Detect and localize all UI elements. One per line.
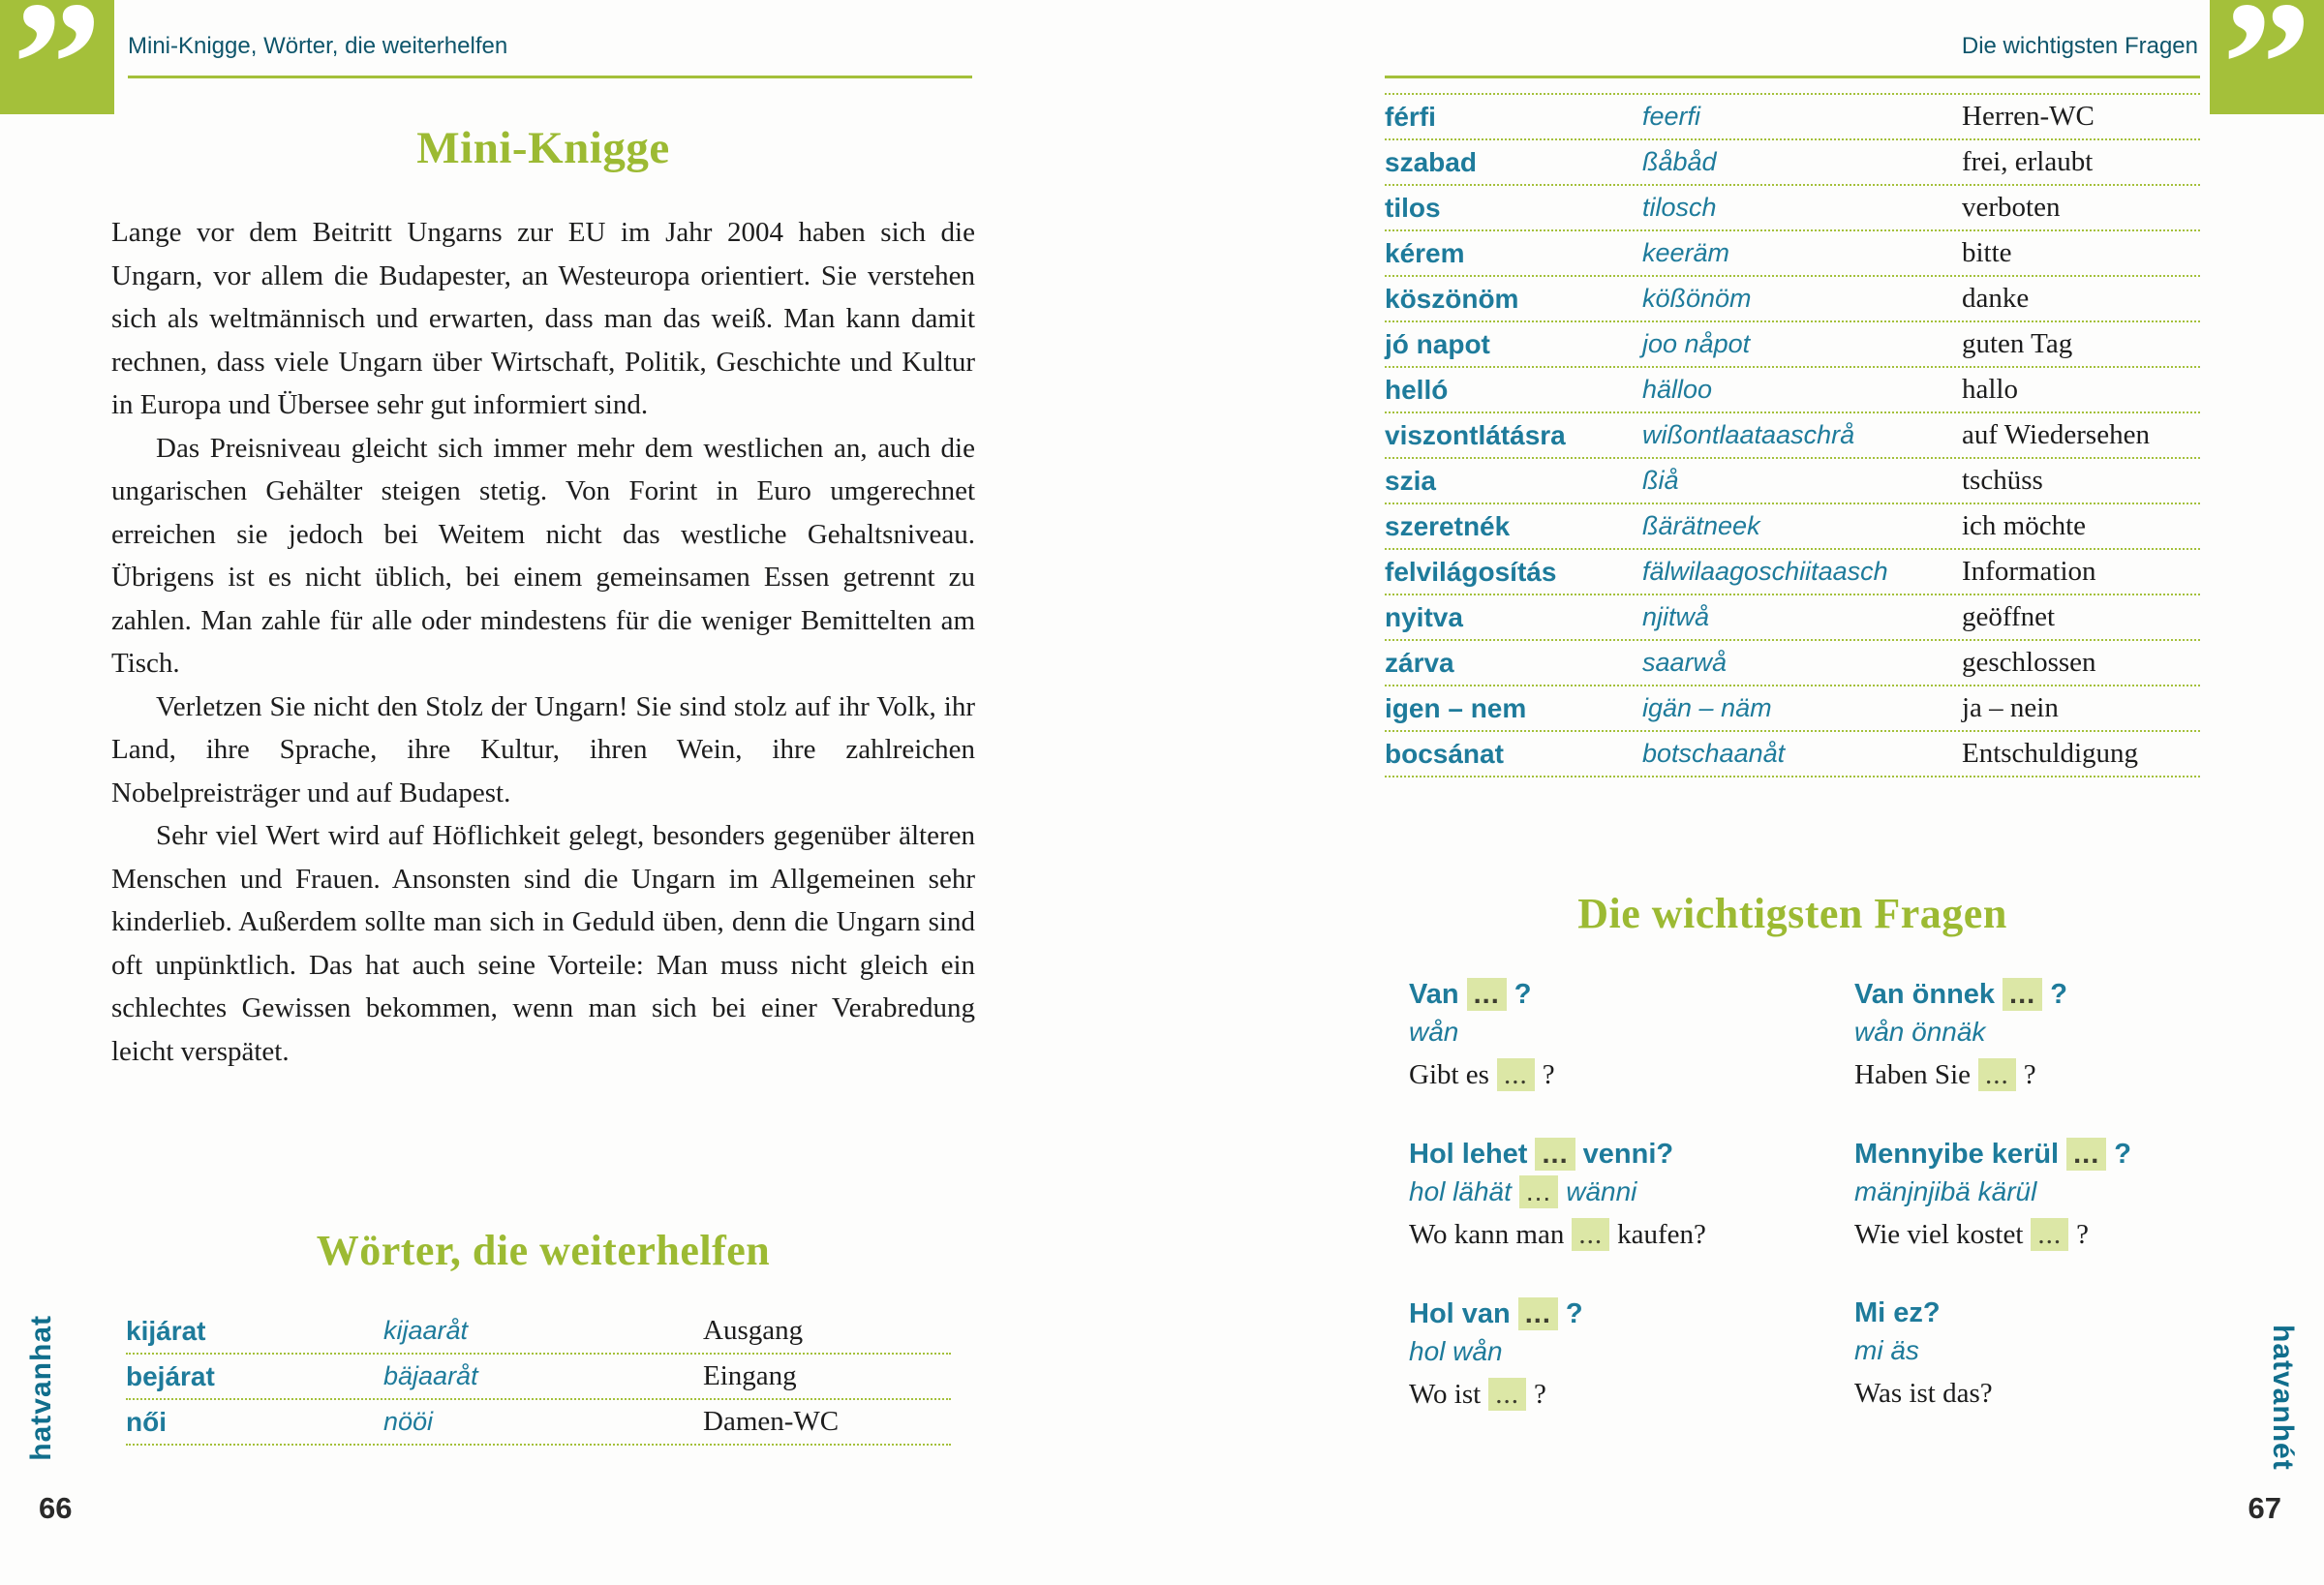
paragraph: Das Preisniveau gleicht sich immer mehr dem westlichen an, auch die ungarischen Gehälter steigen stetig. Von Forint in Euro umgerechnet erreichen sie jedoch bei Weitem nicht das westliche Gehaltsniveau. Übrigens ist es nicht üblich, bei einem gemeinsamen Essen getrennt zu zahlen. Man zahle für alle oder mindestens für die weniger Bemittelten am Tisch. <box>111 432 975 679</box>
hungarian-word: szabad <box>1385 146 1477 177</box>
german-translation: Damen-WC <box>703 1406 840 1437</box>
german-translation: guten Tag <box>1962 328 2073 359</box>
german-translation: frei, erlaubt <box>1962 146 2094 177</box>
german-translation: geöffnet <box>1962 601 2056 632</box>
q-text: Van önnek <box>1854 979 1996 1010</box>
q-text: venni? <box>1582 1139 1674 1170</box>
pronunciation: feerfi <box>1642 102 1701 131</box>
question-pronunciation <box>1409 1171 1854 1213</box>
hungarian-word: igen – nem <box>1385 692 1527 723</box>
vocab-row <box>1385 459 2200 504</box>
question-hungarian <box>1409 1138 1854 1171</box>
quote-block-right <box>2210 0 2324 114</box>
q-text: Wo kann man <box>1409 1219 1565 1250</box>
pronunciation: njitwå <box>1642 602 1710 631</box>
question-hungarian <box>1854 978 2227 1011</box>
q-text: Wie viel kostet <box>1854 1219 2024 1250</box>
q-text: Gibt es <box>1409 1059 1489 1090</box>
hungarian-word: kijárat <box>126 1315 206 1346</box>
german-translation: Eingang <box>703 1360 797 1391</box>
vocab-row <box>126 1400 951 1446</box>
running-head-right: Die wichtigsten Fragen <box>1961 33 2198 59</box>
hungarian-word: férfi <box>1385 101 1436 132</box>
german-translation: auf Wiedersehen <box>1962 419 2150 450</box>
paragraph: Sehr viel Wert wird auf Höflichkeit gelegt, besonders gegenüber älteren Menschen und Frauen. Ansonsten sind die Ungarn im Allgemeinen sehr kinderlieb. Außerdem sollte man sich in Geduld üben, denn die Ungarn sind oft unpünktlich. Das hat auch seine Vorteile: Man muss nicht gleich ein schlechtes Gewissen bekommen, wenn man sich bei einer Verabredung leicht verspätet. <box>111 820 975 1067</box>
q-text: wänni <box>1566 1176 1637 1206</box>
pronunciation: tilosch <box>1642 193 1717 222</box>
hungarian-word: szia <box>1385 465 1436 496</box>
vocab-row <box>126 1355 951 1400</box>
vocab-row <box>1385 277 2200 322</box>
q-text: ? <box>1542 1059 1555 1090</box>
question-german <box>1409 1373 1854 1416</box>
question-german <box>1409 1213 1854 1256</box>
german-translation: verboten <box>1962 192 2061 223</box>
hungarian-word: női <box>126 1406 167 1437</box>
german-translation: bitte <box>1962 237 2012 268</box>
vocab-row <box>126 1309 951 1355</box>
vocab-row <box>1385 504 2200 550</box>
vocab-row <box>1385 322 2200 368</box>
q-text: wån önnäk <box>1854 1017 1986 1047</box>
placeholder-dots: ... <box>2031 1218 2068 1251</box>
placeholder-dots: ... <box>1535 1138 1575 1171</box>
vocab-row <box>1385 732 2200 777</box>
hungarian-word: szeretnék <box>1385 510 1511 541</box>
q-text: hol lähät <box>1409 1176 1512 1206</box>
margin-label-right: hatvanhét <box>2267 1325 2299 1471</box>
placeholder-dots: ... <box>2066 1138 2106 1171</box>
body-text <box>111 211 975 1073</box>
pronunciation: keeräm <box>1642 238 1730 267</box>
hungarian-word: bejárat <box>126 1360 215 1391</box>
question-block <box>1409 1138 1854 1256</box>
german-translation: ja – nein <box>1962 692 2059 723</box>
q-text: Haben Sie <box>1854 1059 1971 1090</box>
vocab-row <box>1385 641 2200 686</box>
q-text: ? <box>2114 1139 2132 1170</box>
german-translation: danke <box>1962 283 2030 314</box>
q-text: Was ist das? <box>1854 1378 1993 1409</box>
q-text: ? <box>1514 979 1532 1010</box>
pronunciation: fälwilaagoschiitaasch <box>1642 557 1888 586</box>
quote-icon: ” <box>2221 0 2312 114</box>
german-translation: hallo <box>1962 374 2018 405</box>
placeholder-dots: ... <box>1467 978 1507 1011</box>
question-hungarian <box>1409 1297 1854 1330</box>
q-text: Mi ez? <box>1854 1297 1941 1328</box>
german-translation: Entschuldigung <box>1962 738 2139 769</box>
pronunciation: saarwå <box>1642 648 1728 677</box>
section-title-woerter: Wörter, die weiterhelfen <box>316 1227 771 1274</box>
pronunciation: hälloo <box>1642 375 1713 404</box>
question-block <box>1409 978 1854 1096</box>
pronunciation: nööi <box>383 1407 434 1436</box>
pronunciation: botschaanåt <box>1642 739 1786 768</box>
vocab-row <box>1385 140 2200 186</box>
german-translation: geschlossen <box>1962 647 2096 678</box>
hungarian-word: jó napot <box>1385 328 1490 359</box>
hungarian-word: tilos <box>1385 192 1441 223</box>
q-text: ? <box>2076 1219 2090 1250</box>
pronunciation: ßiå <box>1642 466 1679 495</box>
q-text: wån <box>1409 1017 1459 1047</box>
placeholder-dots: ... <box>1488 1378 1526 1411</box>
question-german <box>1854 1213 2227 1256</box>
vocab-row <box>1385 686 2200 732</box>
quote-block-left <box>0 0 114 114</box>
vocab-table-right <box>1385 93 2200 777</box>
german-translation: tschüss <box>1962 465 2043 496</box>
q-text: Mennyibe kerül <box>1854 1139 2060 1170</box>
question-pronunciation <box>1854 1329 2227 1372</box>
q-text: Hol van <box>1409 1298 1511 1329</box>
pronunciation: wißontlaataaschrå <box>1642 420 1855 449</box>
q-text: Van <box>1409 979 1459 1010</box>
question-pronunciation <box>1409 1330 1854 1373</box>
vocab-row <box>1385 95 2200 140</box>
question-german <box>1854 1053 2227 1096</box>
german-translation: Herren-WC <box>1962 101 2095 132</box>
question-block <box>1854 1138 2227 1256</box>
german-translation: ich möchte <box>1962 510 2087 541</box>
german-translation: Information <box>1962 556 2096 587</box>
running-head-left: Mini-Knigge, Wörter, die weiterhelfen <box>128 33 508 59</box>
q-text: hol wån <box>1409 1336 1503 1366</box>
german-translation: Ausgang <box>703 1315 804 1346</box>
pronunciation: joo nåpot <box>1642 329 1751 358</box>
q-text: mi äs <box>1854 1335 1919 1365</box>
q-text: kaufen? <box>1617 1219 1706 1250</box>
placeholder-dots: ... <box>1572 1218 1609 1251</box>
margin-label-left: hatvanhat <box>25 1315 57 1461</box>
placeholder-dots: ... <box>1497 1058 1535 1091</box>
hungarian-word: helló <box>1385 374 1449 405</box>
vocab-row <box>1385 368 2200 413</box>
placeholder-dots: ... <box>2003 978 2042 1011</box>
pronunciation: bäjaaråt <box>383 1361 478 1390</box>
questions-grid <box>1409 978 2227 1416</box>
quote-icon: ” <box>12 0 103 114</box>
header-rule-left <box>128 76 972 78</box>
question-pronunciation <box>1854 1171 2227 1213</box>
paragraph: Lange vor dem Beitritt Ungarns zur EU im Jahr 2004 haben sich die Ungarn, vor allem die Budapester, an Westeuropa orientiert. Sie verstehen sich als weltmännisch und erwarten, dass man das weiß. Man kann damit rechnen, dass viele Ungarn über Wirtschaft, Politik, Geschichte und Kultur in Europa und Übersee sehr gut informiert sind. <box>111 217 975 420</box>
hungarian-word: kérem <box>1385 237 1465 268</box>
hungarian-word: felvilágosítás <box>1385 556 1557 587</box>
hungarian-word: bocsánat <box>1385 738 1504 769</box>
vocab-row <box>1385 413 2200 459</box>
question-block <box>1854 978 2227 1096</box>
q-text: Wo ist <box>1409 1379 1482 1410</box>
hungarian-word: viszontlátásra <box>1385 419 1566 450</box>
pronunciation: kijaaråt <box>383 1316 469 1345</box>
q-text: Hol lehet <box>1409 1139 1528 1170</box>
question-pronunciation <box>1854 1011 2227 1053</box>
paragraph: Verletzen Sie nicht den Stolz der Ungarn! Sie sind stolz auf ihr Volk, ihr Land, ihre Sprache, ihre Kultur, ihren Wein, ihre zahlreichen Nobelpreisträger und auf Budapest. <box>111 690 975 808</box>
vocab-row <box>1385 231 2200 277</box>
page-number-right: 67 <box>2248 1491 2281 1525</box>
question-pronunciation <box>1409 1011 1854 1053</box>
placeholder-dots: ... <box>1518 1297 1558 1330</box>
header-rule-right <box>1385 76 2200 78</box>
question-hungarian <box>1409 978 1854 1011</box>
section-title-mini-knigge: Mini-Knigge <box>416 123 670 173</box>
q-text: ? <box>2023 1059 2036 1090</box>
pronunciation: igän – näm <box>1642 693 1772 722</box>
q-text: ? <box>1533 1379 1546 1410</box>
question-german <box>1409 1053 1854 1096</box>
hungarian-word: köszönöm <box>1385 283 1519 314</box>
hungarian-word: zárva <box>1385 647 1454 678</box>
placeholder-dots: ... <box>1978 1058 2016 1091</box>
pronunciation: ßåbåd <box>1642 147 1717 176</box>
placeholder-dots: ... <box>1519 1175 1558 1208</box>
question-block <box>1409 1297 1854 1416</box>
q-text: ? <box>1565 1298 1583 1329</box>
hungarian-word: nyitva <box>1385 601 1463 632</box>
q-text: ? <box>2050 979 2067 1010</box>
page-number-left: 66 <box>39 1491 73 1525</box>
vocab-row <box>1385 595 2200 641</box>
pronunciation: kößönöm <box>1642 284 1752 313</box>
vocab-table-left <box>126 1309 951 1446</box>
q-text: mänjnjibä kärül <box>1854 1176 2037 1206</box>
vocab-row <box>1385 186 2200 231</box>
vocab-row <box>1385 550 2200 595</box>
question-block <box>1854 1297 2227 1416</box>
question-hungarian <box>1854 1138 2227 1171</box>
pronunciation: ßärätneek <box>1642 511 1760 540</box>
question-german <box>1854 1372 2227 1415</box>
question-hungarian <box>1854 1297 2227 1329</box>
section-title-fragen: Die wichtigsten Fragen <box>1577 890 2007 937</box>
